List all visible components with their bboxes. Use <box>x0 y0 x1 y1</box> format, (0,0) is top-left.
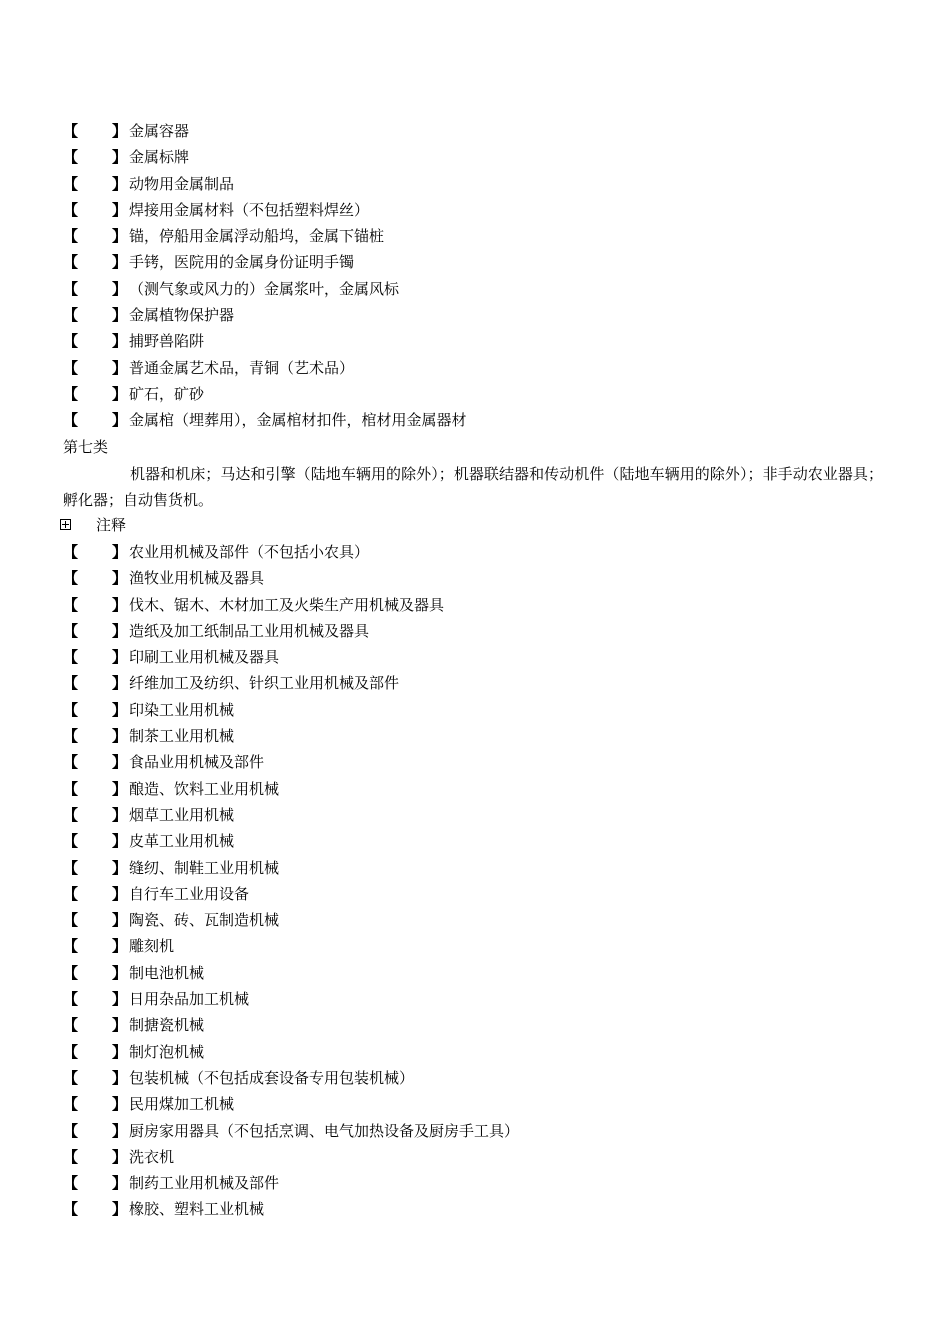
bracket-close: 】 <box>112 648 128 667</box>
list-item-label: 普通金属艺术品，青铜（艺术品） <box>129 358 355 377</box>
bracket-open: 【 <box>63 727 79 746</box>
bracket-open: 【 <box>63 805 79 824</box>
bracket-close: 】 <box>112 1147 128 1166</box>
bracket-close: 】 <box>112 122 128 140</box>
bracket-close: 】 <box>112 1042 128 1061</box>
list-item <box>63 855 883 881</box>
bracket-close: 】 <box>112 411 128 430</box>
bracket-open: 【 <box>63 122 79 140</box>
bracket-open: 【 <box>63 1121 79 1140</box>
list-item-label: 金属棺（埋葬用），金属棺材扣件，棺材用金属器材 <box>129 411 467 430</box>
list-item <box>63 328 883 354</box>
bracket-close: 】 <box>112 569 128 588</box>
list-item <box>63 1039 883 1065</box>
list-item-label: 酿造、饮料工业用机械 <box>129 779 280 798</box>
list-item-label: （测气象或风力的）金属浆叶，金属风标 <box>129 279 400 298</box>
bracket-close: 】 <box>112 253 128 272</box>
list-item-label: 造纸及加工纸制品工业用机械及器具 <box>129 621 370 640</box>
bracket-open: 【 <box>63 700 79 719</box>
list-item <box>63 118 883 144</box>
list-item-label: 渔牧业用机械及器具 <box>129 569 265 588</box>
bracket-close: 】 <box>112 832 128 851</box>
bracket-close: 】 <box>112 1121 128 1140</box>
bracket-open: 【 <box>63 753 79 772</box>
list-item-label: 陶瓷、砖、瓦制造机械 <box>129 911 280 930</box>
bracket-open: 【 <box>63 174 79 193</box>
bracket-open: 【 <box>63 543 79 561</box>
bracket-open: 【 <box>63 595 79 614</box>
list-item-label: 制药工业用机械及部件 <box>129 1174 280 1193</box>
list-item <box>63 644 883 670</box>
list-item <box>63 144 883 170</box>
bracket-close: 】 <box>112 674 128 693</box>
list-item <box>63 1196 883 1222</box>
note-toggle[interactable] <box>60 512 126 538</box>
bracket-close: 】 <box>112 1200 128 1219</box>
section-description: 机器和机床；马达和引擎（陆地车辆用的除外）；机器联结器和传动机件（陆地车辆用的除外）；非手动农业器具；孵化器；自动售货机。 <box>63 465 883 509</box>
list-item <box>63 1144 883 1170</box>
bracket-close: 】 <box>112 858 128 877</box>
bracket-open: 【 <box>63 279 79 298</box>
plus-box-icon[interactable] <box>60 519 71 530</box>
list-item-label: 手铐，医院用的金属身份证明手镯 <box>129 253 355 272</box>
list-item <box>63 802 883 828</box>
bracket-open: 【 <box>63 884 79 903</box>
bracket-close: 】 <box>112 1068 128 1087</box>
list-item-label: 厨房家用器具（不包括烹调、电气加热设备及厨房手工具） <box>129 1121 520 1140</box>
list-item-label: 包装机械（不包括成套设备专用包装机械） <box>129 1068 415 1087</box>
bracket-close: 】 <box>112 990 128 1009</box>
bracket-close: 】 <box>112 1095 128 1114</box>
list-item-label: 金属容器 <box>129 122 190 140</box>
bracket-open: 【 <box>63 1016 79 1035</box>
list-item-label: 日用杂品加工机械 <box>129 990 250 1009</box>
bracket-open: 【 <box>63 1068 79 1087</box>
bracket-open: 【 <box>63 674 79 693</box>
bracket-open: 【 <box>63 1174 79 1193</box>
list-item-label: 制灯泡机械 <box>129 1042 205 1061</box>
list-item-label: 皮革工业用机械 <box>129 832 235 851</box>
bracket-open: 【 <box>63 1200 79 1219</box>
list-item <box>63 1065 883 1091</box>
list-item-label: 制茶工业用机械 <box>129 727 235 746</box>
list-item <box>63 197 883 223</box>
bracket-close: 】 <box>112 753 128 772</box>
list-item <box>63 1012 883 1038</box>
list-item <box>63 828 883 854</box>
list-item <box>63 381 883 407</box>
bracket-close: 】 <box>112 805 128 824</box>
bracket-open: 【 <box>63 384 79 403</box>
bracket-close: 】 <box>112 621 128 640</box>
list-item-label: 洗衣机 <box>129 1147 175 1166</box>
list-item-label: 缝纫、制鞋工业用机械 <box>129 858 280 877</box>
list-item <box>63 986 883 1012</box>
bracket-open: 【 <box>63 411 79 430</box>
bracket-close: 】 <box>112 358 128 377</box>
list-item-label: 伐木、锯木、木材加工及火柴生产用机械及器具 <box>129 595 445 614</box>
list-item <box>63 1170 883 1196</box>
bracket-close: 】 <box>112 937 128 956</box>
bracket-close: 】 <box>112 227 128 246</box>
bottom-item-list <box>63 539 883 1223</box>
bracket-open: 【 <box>63 1095 79 1114</box>
bracket-close: 】 <box>112 306 128 325</box>
list-item <box>63 723 883 749</box>
bracket-open: 【 <box>63 332 79 351</box>
bracket-open: 【 <box>63 1147 79 1166</box>
bracket-open: 【 <box>63 148 79 167</box>
list-item-label: 矿石，矿砂 <box>129 384 205 403</box>
section-heading: 第七类 <box>63 438 109 456</box>
bracket-close: 】 <box>112 595 128 614</box>
list-item <box>63 407 883 433</box>
list-item <box>63 592 883 618</box>
list-item <box>63 249 883 275</box>
bracket-close: 】 <box>112 279 128 298</box>
list-item-label: 农业用机械及部件（不包括小农具） <box>129 543 370 561</box>
bracket-close: 】 <box>112 332 128 351</box>
list-item <box>63 302 883 328</box>
bracket-close: 】 <box>112 779 128 798</box>
bracket-close: 】 <box>112 174 128 193</box>
list-item-label: 焊接用金属材料（不包括塑料焊丝） <box>129 200 370 219</box>
bracket-close: 】 <box>112 727 128 746</box>
list-item-label: 动物用金属制品 <box>129 174 235 193</box>
bracket-open: 【 <box>63 648 79 667</box>
list-item-label: 橡胶、塑料工业机械 <box>129 1200 265 1219</box>
bracket-open: 【 <box>63 911 79 930</box>
list-item-label: 自行车工业用设备 <box>129 884 250 903</box>
bracket-close: 】 <box>112 200 128 219</box>
list-item <box>63 670 883 696</box>
list-item <box>63 355 883 381</box>
list-item <box>63 960 883 986</box>
bracket-close: 】 <box>112 1174 128 1193</box>
list-item-label: 食品业用机械及部件 <box>129 753 265 772</box>
bracket-open: 【 <box>63 963 79 982</box>
list-item <box>63 697 883 723</box>
top-item-list <box>63 118 883 434</box>
list-item <box>63 565 883 591</box>
list-item-label: 锚，停船用金属浮动船坞，金属下锚桩 <box>129 227 385 246</box>
bracket-open: 【 <box>63 832 79 851</box>
list-item <box>63 1091 883 1117</box>
bracket-close: 】 <box>112 700 128 719</box>
list-item <box>63 776 883 802</box>
bracket-close: 】 <box>112 884 128 903</box>
bracket-open: 【 <box>63 569 79 588</box>
list-item-label: 烟草工业用机械 <box>129 805 235 824</box>
list-item-label: 制电池机械 <box>129 963 205 982</box>
bracket-open: 【 <box>63 306 79 325</box>
list-item-label: 民用煤加工机械 <box>129 1095 235 1114</box>
list-item <box>63 881 883 907</box>
list-item <box>63 749 883 775</box>
list-item-label: 制搪瓷机械 <box>129 1016 205 1035</box>
list-item-label: 金属植物保护器 <box>129 306 235 325</box>
bracket-close: 】 <box>112 911 128 930</box>
list-item-label: 纤维加工及纺织、针织工业用机械及部件 <box>129 674 400 693</box>
list-item <box>63 1118 883 1144</box>
list-item-label: 金属标牌 <box>129 148 190 167</box>
list-item-label: 印染工业用机械 <box>129 700 235 719</box>
list-item <box>63 618 883 644</box>
note-label: 注释 <box>96 516 127 534</box>
bracket-open: 【 <box>63 779 79 798</box>
bracket-open: 【 <box>63 200 79 219</box>
bracket-open: 【 <box>63 990 79 1009</box>
bracket-open: 【 <box>63 858 79 877</box>
bracket-open: 【 <box>63 621 79 640</box>
list-item-label: 印刷工业用机械及器具 <box>129 648 280 667</box>
bracket-close: 】 <box>112 148 128 167</box>
list-item <box>63 539 883 565</box>
bracket-open: 【 <box>63 1042 79 1061</box>
list-item <box>63 907 883 933</box>
list-item <box>63 933 883 959</box>
list-item <box>63 276 883 302</box>
bracket-open: 【 <box>63 937 79 956</box>
bracket-open: 【 <box>63 227 79 246</box>
list-item <box>63 171 883 197</box>
list-item-label: 捕野兽陷阱 <box>129 332 205 351</box>
bracket-close: 】 <box>112 543 128 561</box>
list-item <box>63 223 883 249</box>
bracket-close: 】 <box>112 384 128 403</box>
bracket-open: 【 <box>63 253 79 272</box>
bracket-close: 】 <box>112 1016 128 1035</box>
bracket-open: 【 <box>63 358 79 377</box>
bracket-close: 】 <box>112 963 128 982</box>
list-item-label: 雕刻机 <box>129 937 175 956</box>
